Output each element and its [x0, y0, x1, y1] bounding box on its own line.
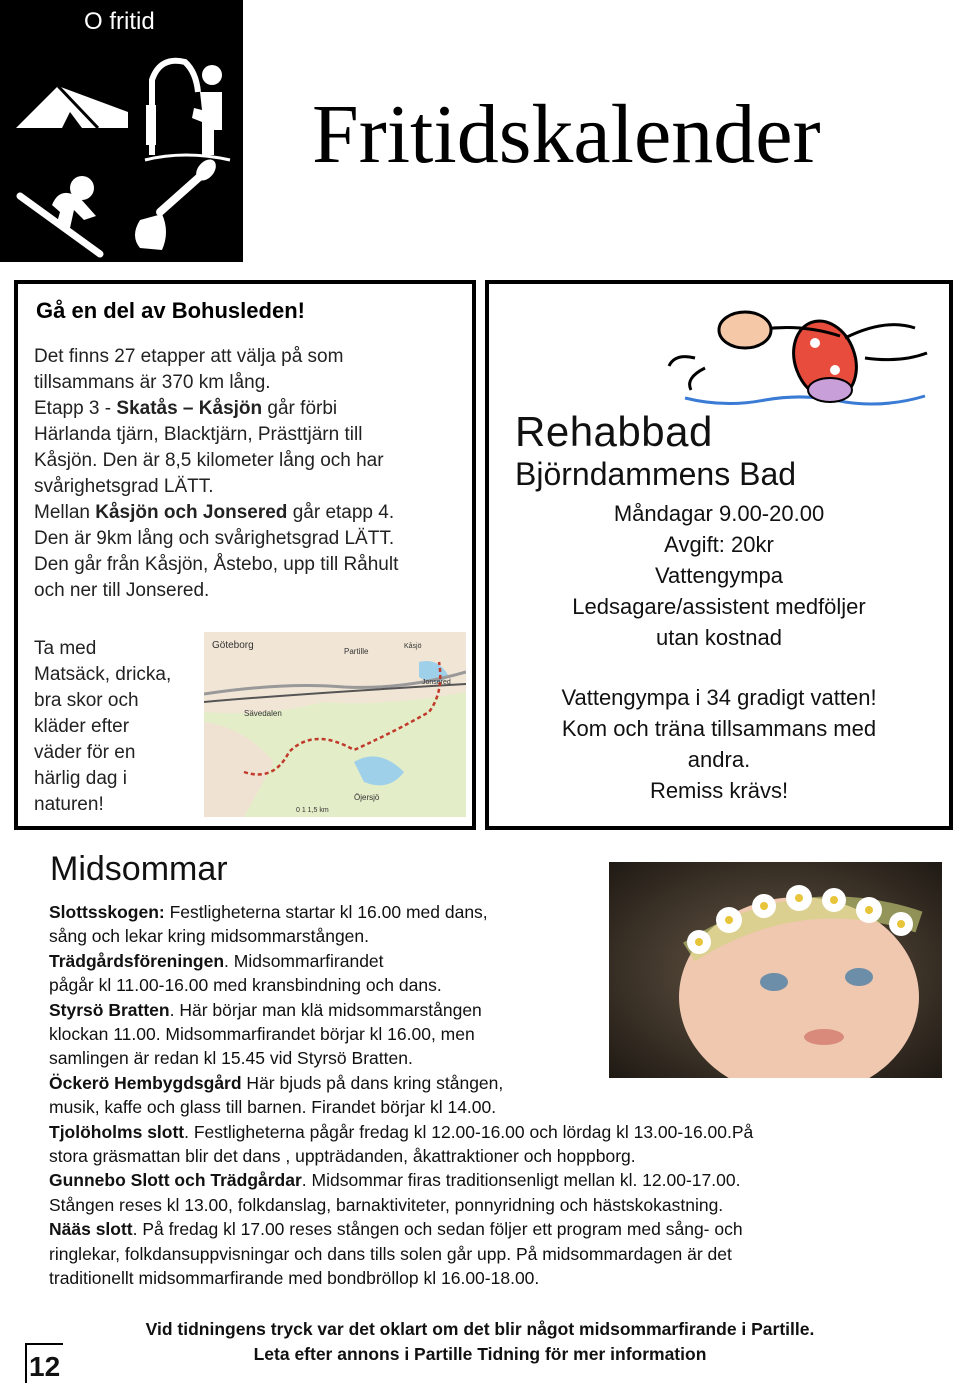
bath-detail: Ledsagare/assistent medföljer: [572, 594, 866, 619]
packing-line: väder för en: [34, 742, 136, 763]
event-line: pågår kl 11.00-16.00 med kransbindning och dans.: [49, 975, 442, 996]
footer-line: Leta efter annons i Partille Tidning för mer information: [253, 1344, 707, 1364]
event-line: klockan 11.00. Midsommarfirandet börjar kl 16.00, men: [49, 1024, 475, 1045]
event-line: sång och lekar kring midsommarstången.: [49, 926, 370, 947]
packing-line: Matsäck, dricka,: [34, 664, 172, 685]
bath-note: andra.: [687, 747, 751, 772]
hike-line: Den går från Kåsjön, Åstebo, upp till Råhult: [34, 554, 399, 575]
svg-text:Jonsered: Jonsered: [422, 679, 451, 686]
hike-description: [34, 344, 474, 604]
hike-line: Etapp 3 - Skatås – Kåsjön går förbi: [34, 398, 338, 419]
event-line: Nääs slott. På fredag kl 17.00 reses stången och sedan följer ett program med sång- och: [49, 1219, 743, 1240]
swimmer-icon: [665, 298, 937, 414]
hike-heading: Gå en del av Bohusleden!: [36, 298, 305, 323]
event-line: Stången reses kl 13.00, folkdanslag, barnaktiviteter, ponnyridning och hästskokastning.: [49, 1194, 724, 1215]
packing-line: bra skor och: [34, 690, 139, 711]
bath-note: Vattengympa i 34 gradigt vatten!: [561, 685, 877, 710]
midsommar-events: [49, 900, 929, 1291]
bath-title: Rehabbad: [515, 408, 713, 455]
hike-line: tillsammans är 370 km lång.: [34, 372, 271, 393]
page-number: 12: [25, 1343, 63, 1383]
event-line: ringlekar, folkdansuppvisningar och dans tills solen går upp. På midsommardagen är det: [49, 1243, 732, 1264]
packing-line: härlig dag i: [34, 768, 127, 789]
midsommar-title: Midsommar: [50, 850, 228, 888]
svg-text:Sävedalen: Sävedalen: [244, 709, 282, 718]
logo-label: O fritid: [84, 8, 155, 35]
hike-line: och ner till Jonsered.: [34, 580, 210, 601]
event-line: Tjolöholms slott. Festligheterna pågår fredag kl 12.00-16.00 och lördag kl 13.00-16.00.På: [49, 1121, 754, 1142]
page-title: Fritidskalender: [312, 88, 821, 181]
bath-note: Remiss krävs!: [649, 778, 789, 803]
event-line: stora gräsmattan blir det dans , uppträdanden, åkattraktioner och hoppborg.: [49, 1146, 636, 1167]
svg-text:Partille: Partille: [344, 647, 369, 656]
hike-line: Härlanda tjärn, Blacktjärn, Prästtjärn till: [34, 424, 363, 445]
leisure-logo: [0, 0, 243, 262]
bath-detail: utan kostnad: [656, 625, 782, 650]
event-line: Öckerö Hembygdsgård Här bjuds på dans kring stången,: [49, 1072, 504, 1093]
hike-line: Den är 9km lång och svårighetsgrad LÄTT.: [34, 528, 395, 549]
packing-line: naturen!: [34, 794, 104, 815]
leisure-pictogram-icon: [0, 0, 243, 262]
event-line: Slottsskogen: Festligheterna startar kl 16.00 med dans,: [49, 902, 488, 922]
event-line: Trädgårdsföreningen. Midsommarfirandet: [49, 950, 384, 971]
footer-line: Vid tidningens tryck var det oklart om det blir något midsommarfirande i Partille.: [145, 1319, 815, 1339]
footer-notice: [40, 1317, 920, 1367]
hike-line: Mellan Kåsjön och Jonsered går etapp 4.: [34, 502, 395, 523]
bohusleden-box: [14, 280, 476, 830]
svg-text:Göteborg: Göteborg: [212, 640, 254, 651]
hike-line: Kåsjön. Den är 8,5 kilometer lång och har: [34, 450, 384, 471]
rehab-bath-box: [485, 280, 953, 830]
bath-detail: Måndagar 9.00-20.00: [613, 501, 825, 526]
svg-text:Kåsjö: Kåsjö: [404, 643, 422, 650]
bath-note: Kom och träna tillsammans med: [561, 716, 877, 741]
packing-line: kläder efter: [34, 716, 130, 737]
event-line: traditionellt midsommarfirande med bondbröllop kl 16.00-18.00.: [49, 1268, 540, 1289]
svg-text:0 1 1,5 km: 0 1 1,5 km: [296, 807, 329, 814]
bath-detail: Avgift: 20kr: [664, 532, 774, 557]
event-line: Styrsö Bratten. Här börjar man klä midsommarstången: [49, 999, 482, 1020]
packing-list: [34, 636, 204, 818]
packing-line: Ta med: [34, 638, 97, 659]
event-line: musik, kaffe och glass till barnen. Firandet börjar kl 14.00.: [49, 1097, 497, 1118]
bath-detail: Vattengympa: [654, 563, 783, 588]
event-line: samlingen är redan kl 15.45 vid Styrsö Bratten.: [49, 1048, 413, 1069]
trail-map: [204, 632, 466, 817]
hike-line: Det finns 27 etapper att välja på som: [34, 346, 344, 367]
event-line: Gunnebo Slott och Trädgårdar. Midsommar firas traditionsenligt mellan kl. 12.00-17.00.: [49, 1170, 741, 1191]
bath-subtitle: Björndammens Bad: [515, 456, 797, 492]
svg-text:Öjersjö: Öjersjö: [354, 793, 380, 802]
hike-line: svårighetsgrad LÄTT.: [34, 476, 214, 497]
